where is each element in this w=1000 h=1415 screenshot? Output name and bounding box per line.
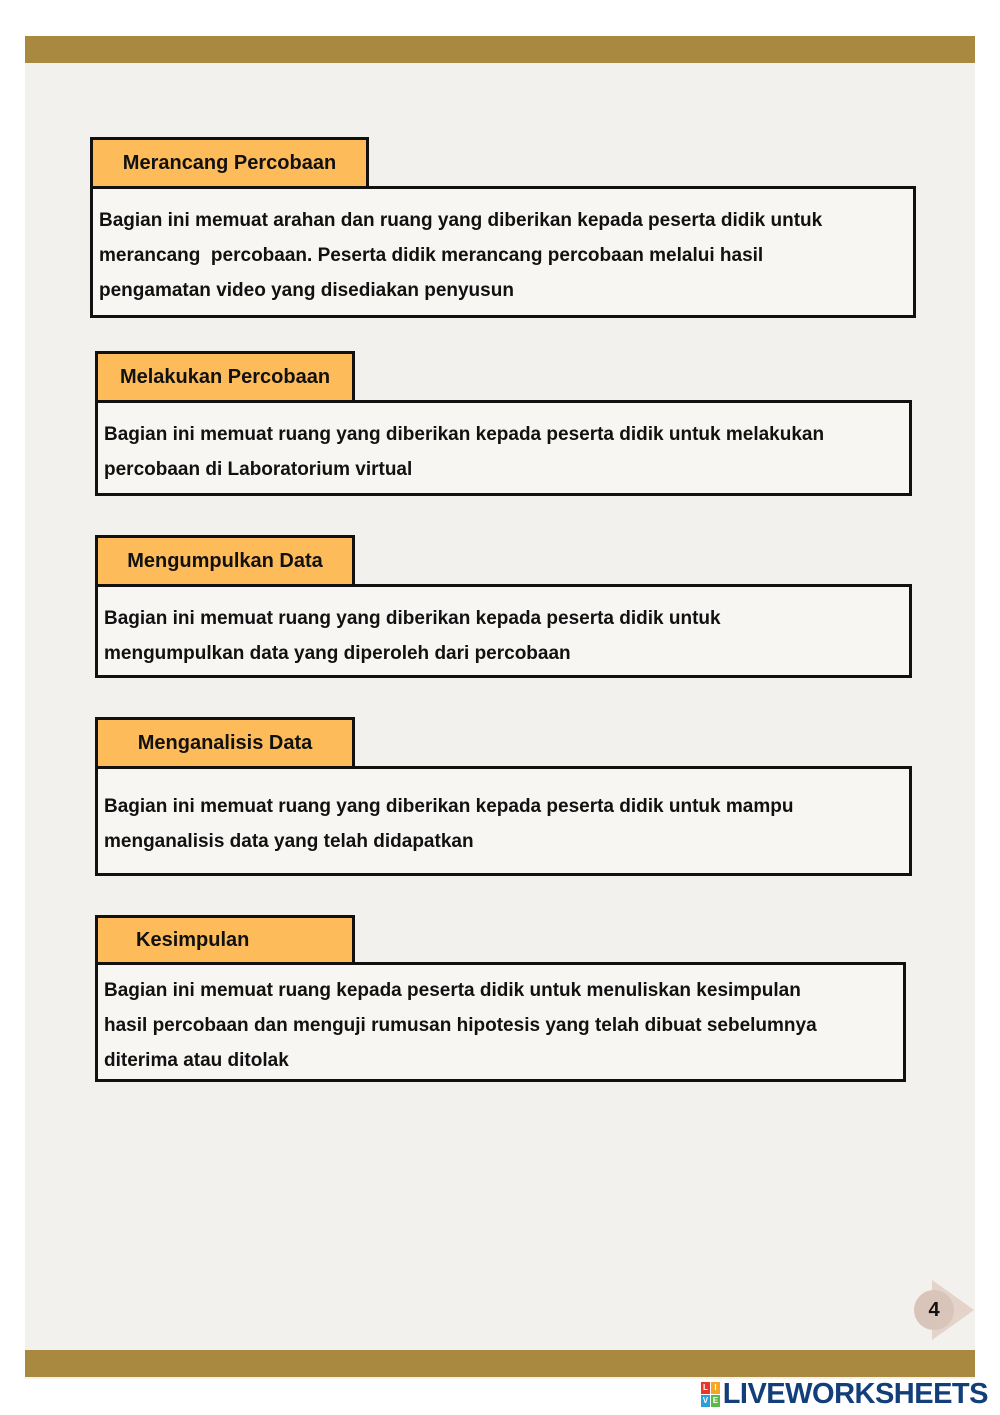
section-body-menganalisis	[95, 766, 912, 876]
body-line: Bagian ini memuat ruang yang diberikan kepada peserta didik untuk	[104, 608, 721, 629]
liveworksheets-logo	[701, 1378, 988, 1411]
body-line: Bagian ini memuat ruang yang diberikan kepada peserta didik untuk mampu	[104, 796, 794, 817]
body-line: mengumpulkan data yang diperoleh dari percobaan	[104, 643, 571, 664]
logo-letter: L	[701, 1382, 710, 1394]
logo-letter: V	[701, 1395, 710, 1407]
body-line: percobaan di Laboratorium virtual	[104, 459, 413, 480]
body-line: menganalisis data yang telah didapatkan	[104, 831, 474, 852]
body-line: pengamatan video yang disediakan penyusun	[99, 280, 514, 301]
top-decorative-bar	[25, 36, 975, 63]
section-title-mengumpulkan: Mengumpulkan Data	[95, 535, 355, 585]
body-line: merancang percobaan. Peserta didik merancang percobaan melalui hasil	[99, 245, 764, 266]
section-title-melakukan: Melakukan Percobaan	[95, 351, 355, 401]
section-body-melakukan	[95, 400, 912, 496]
body-line: hasil percobaan dan menguji rumusan hipotesis yang telah dibuat sebelumnya	[104, 1015, 817, 1036]
logo-letter: I	[711, 1382, 720, 1394]
section-title-kesimpulan: Kesimpulan	[95, 915, 355, 963]
bottom-decorative-bar	[25, 1350, 975, 1377]
section-body-kesimpulan	[95, 962, 906, 1082]
page-number: 4	[914, 1290, 954, 1330]
body-line: Bagian ini memuat ruang kepada peserta didik untuk menuliskan kesimpulan	[104, 980, 801, 1001]
logo-text: LIVEWORKSHEETS	[722, 1378, 988, 1410]
body-line: diterima atau ditolak	[104, 1050, 289, 1071]
live-blocks-icon	[701, 1382, 720, 1407]
section-body-mengumpulkan	[95, 584, 912, 678]
body-line: Bagian ini memuat arahan dan ruang yang diberikan kepada peserta didik untuk	[99, 210, 823, 231]
logo-letter: E	[711, 1395, 720, 1407]
section-body-merancang	[90, 186, 916, 318]
body-line: Bagian ini memuat ruang yang diberikan kepada peserta didik untuk melakukan	[104, 424, 825, 445]
section-title-menganalisis: Menganalisis Data	[95, 717, 355, 767]
section-title-merancang: Merancang Percobaan	[90, 137, 369, 187]
